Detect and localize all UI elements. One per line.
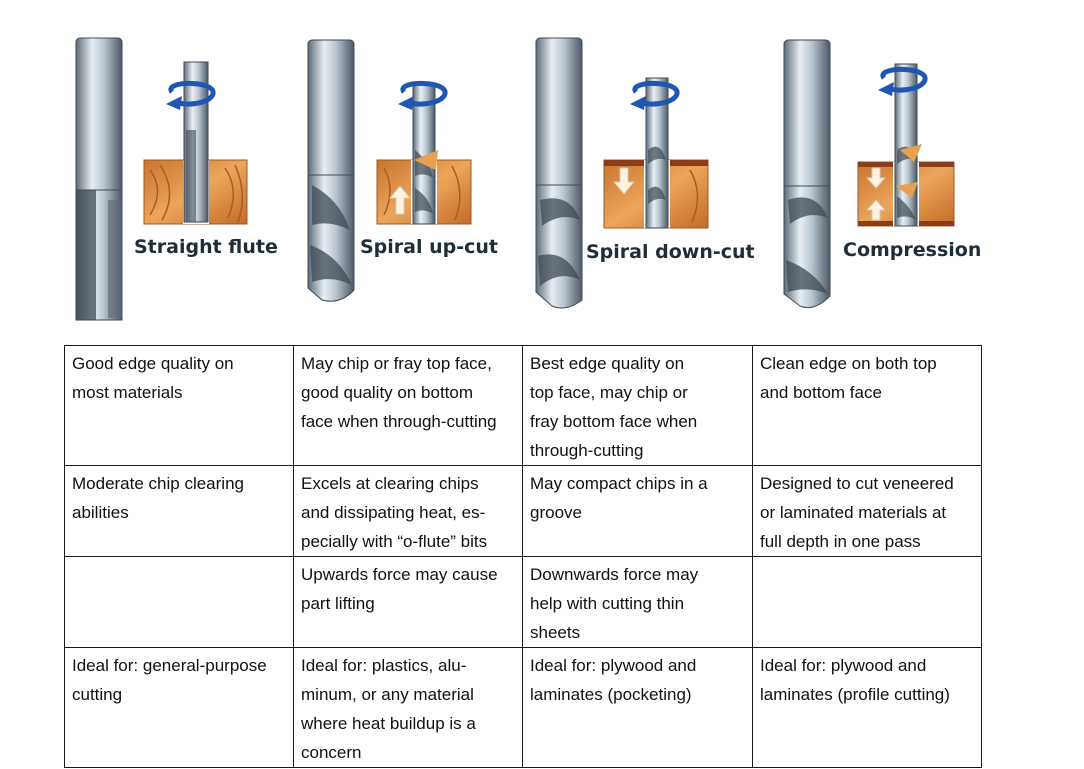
- table-cell: Clean edge on both top and bottom face: [753, 346, 982, 466]
- table-cell: Moderate chip clearing abilities: [65, 466, 294, 557]
- caption-spiral-downcut: Spiral down-cut: [586, 241, 755, 263]
- table-cell: Best edge quality on top face, may chip or fray bottom face when through-cutting: [523, 346, 753, 466]
- table-cell: [65, 557, 294, 648]
- router-bits-illustration: [0, 0, 1084, 340]
- table-cell: May compact chips in a groove: [523, 466, 753, 557]
- table-row: [65, 466, 982, 557]
- table-cell: Ideal for: plywood and laminates (pocketing): [523, 648, 753, 768]
- table-cell: Ideal for: plywood and laminates (profile cutting): [753, 648, 982, 768]
- table-cell: Upwards force may cause part lifting: [294, 557, 523, 648]
- table-row: [65, 557, 982, 648]
- caption-straight-flute: Straight flute: [134, 236, 278, 258]
- table-cell: [753, 557, 982, 648]
- table-cell: Excels at clearing chips and dissipating heat, es- pecially with “o-flute” bits: [294, 466, 523, 557]
- table-cell: Designed to cut veneered or laminated materials at full depth in one pass: [753, 466, 982, 557]
- caption-spiral-upcut: Spiral up-cut: [360, 236, 499, 258]
- table-cell: Ideal for: plastics, alu- minum, or any material where heat buildup is a concern: [294, 648, 523, 768]
- table-cell: May chip or fray top face, good quality on bottom face when through-cutting: [294, 346, 523, 466]
- comparison-table: [64, 345, 982, 768]
- spiral-downcut-cut-diagram: [604, 78, 708, 228]
- spiral-upcut-bit: [308, 40, 354, 301]
- straight-flute-bit: [76, 38, 122, 320]
- table-cell: Good edge quality on most materials: [65, 346, 294, 466]
- table-cell: Ideal for: general-purpose cutting: [65, 648, 294, 768]
- table-row: [65, 648, 982, 768]
- spiral-downcut-bit: [536, 38, 582, 308]
- spiral-upcut-cut-diagram: [377, 83, 471, 224]
- table-cell: Downwards force may help with cutting thin sheets: [523, 557, 753, 648]
- compression-bit: [784, 40, 830, 308]
- table-row: [65, 346, 982, 466]
- compression-cut-diagram: [858, 64, 954, 226]
- straight-flute-cut-diagram: [144, 62, 247, 224]
- caption-compression: Compression: [843, 239, 982, 261]
